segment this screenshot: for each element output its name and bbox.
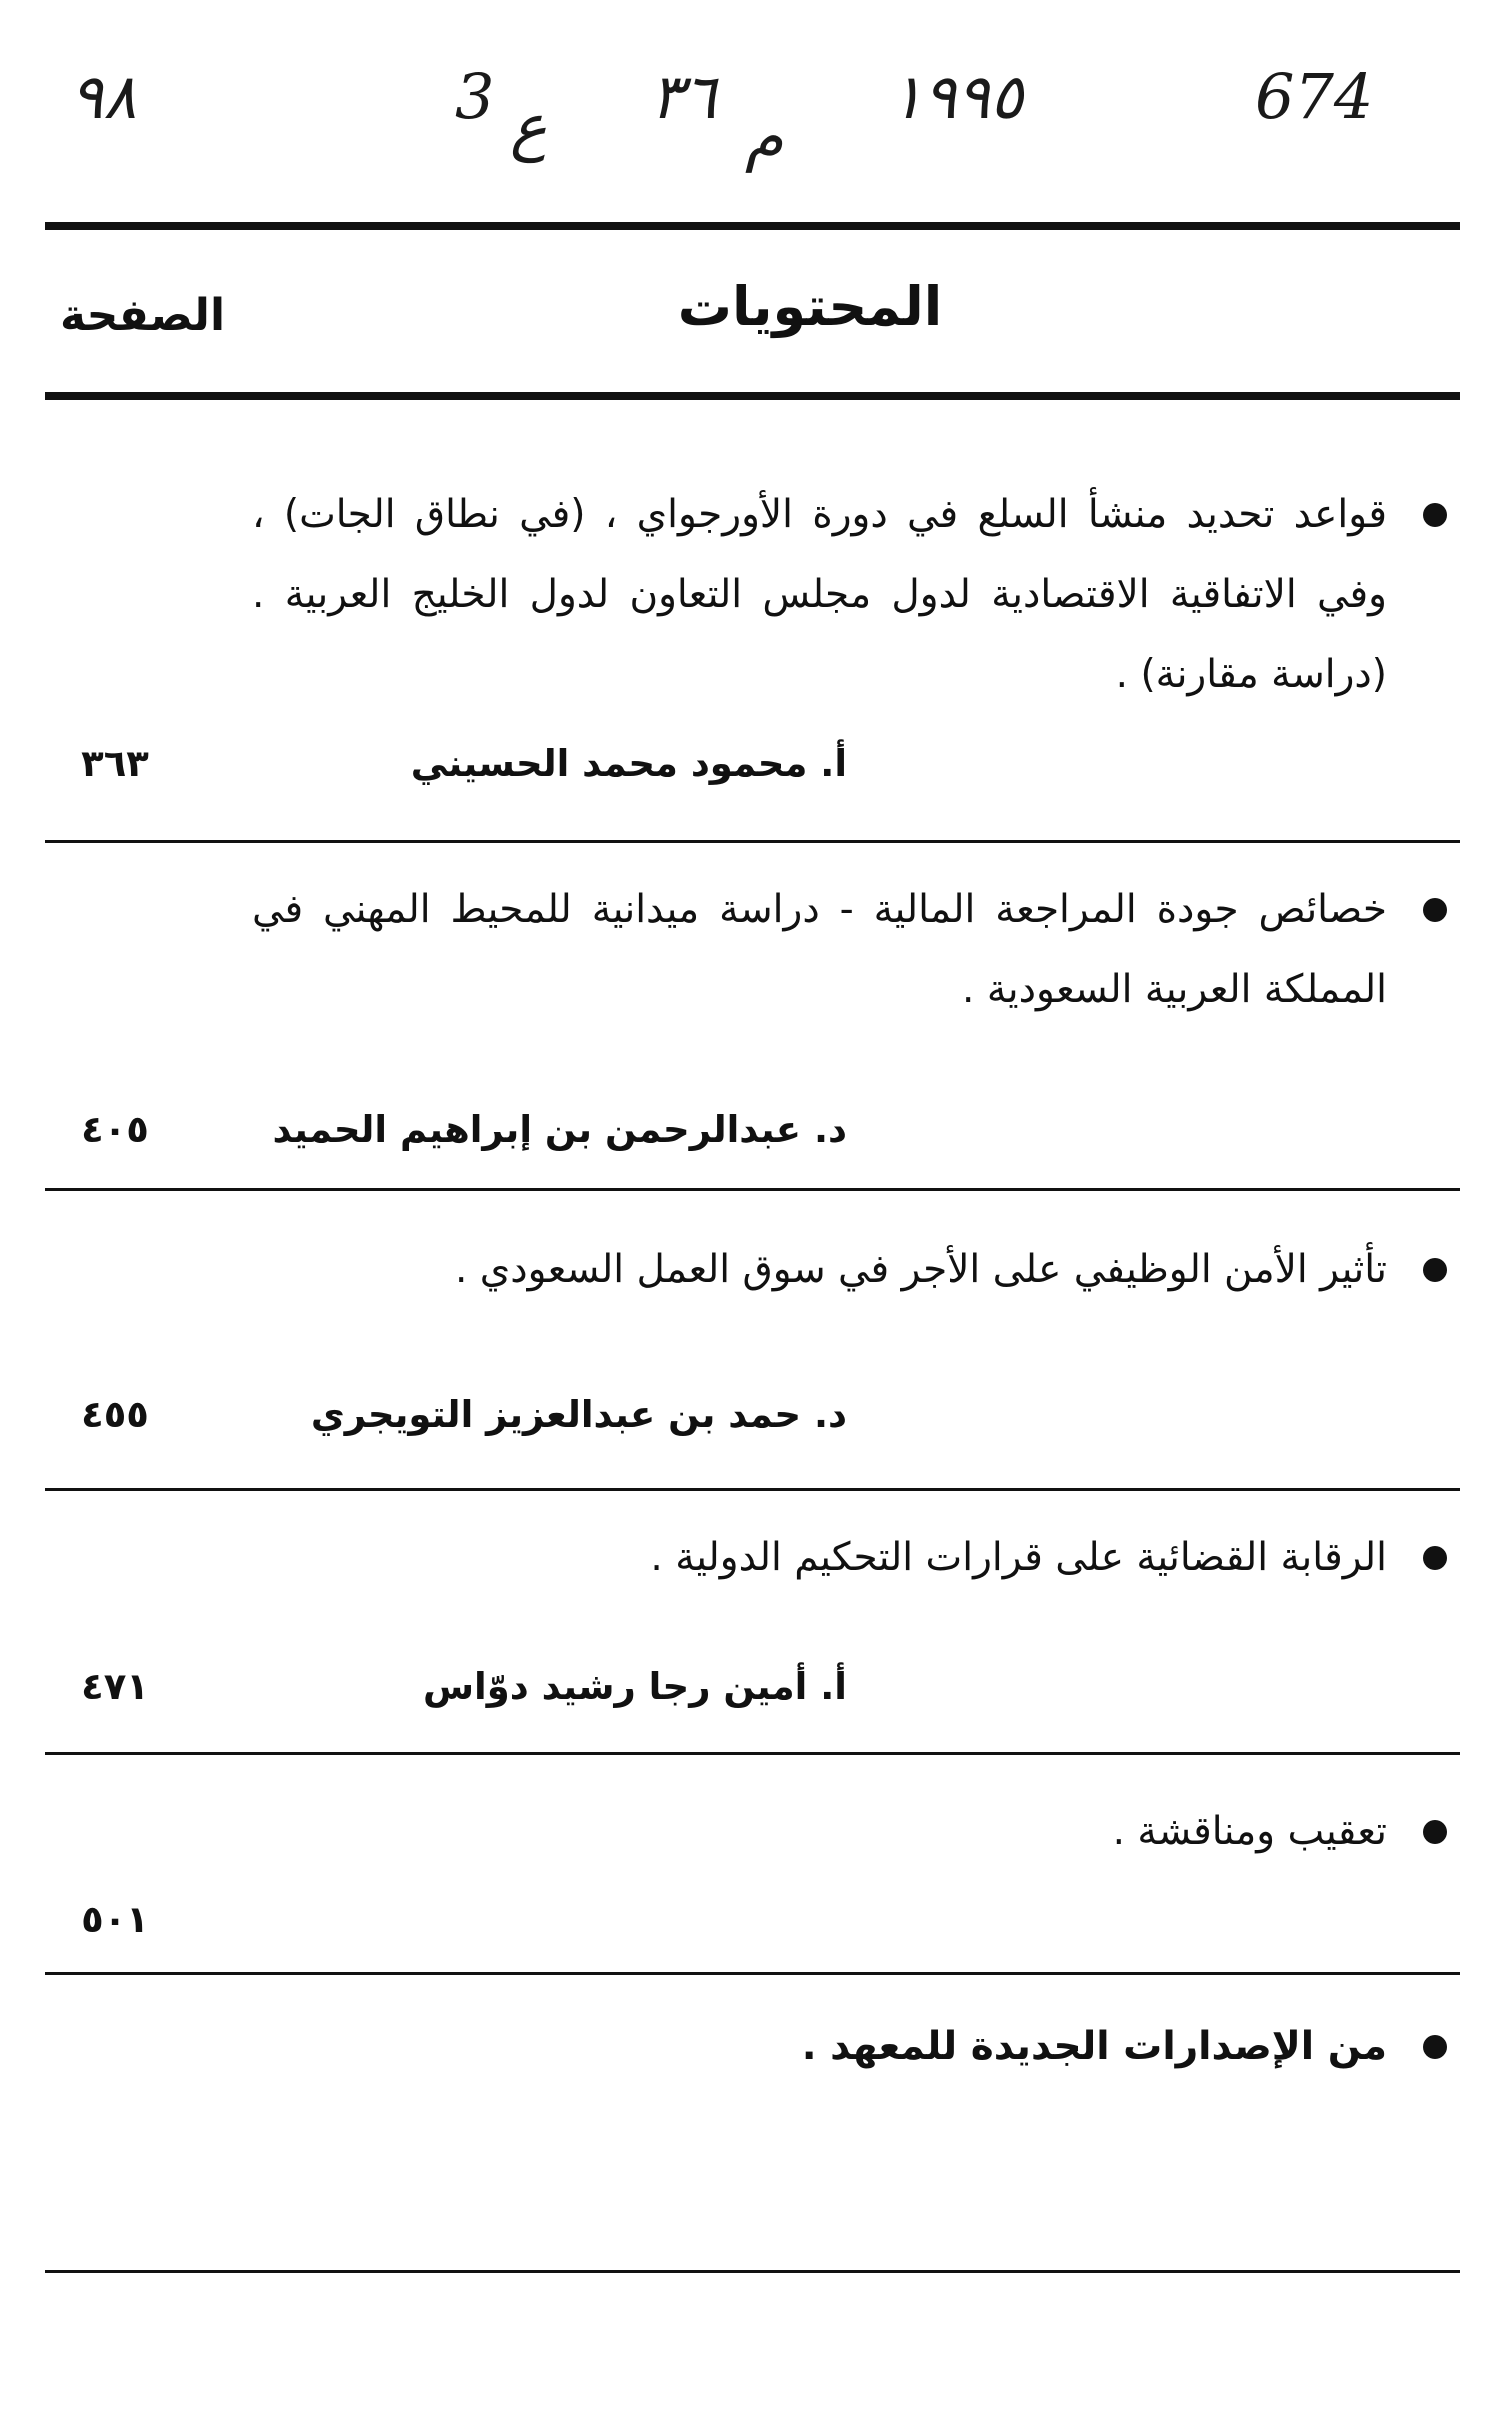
header-top-rule	[45, 222, 1460, 230]
handwritten-code: 674	[1255, 60, 1374, 133]
entry-page-number: ٣٦٣	[81, 742, 149, 785]
entry-divider	[45, 1972, 1460, 1975]
handwritten-mark-3: 3	[455, 60, 495, 133]
bullet-icon	[1423, 503, 1447, 527]
page-column-label: الصفحة	[60, 290, 226, 341]
entry-page-number: ٤٠٥	[81, 1108, 149, 1151]
entry-author: د. حمد بن عبدالعزيز التويجري	[310, 1393, 847, 1436]
entry-author: أ. محمود محمد الحسيني	[410, 742, 847, 785]
entry-divider	[45, 840, 1460, 843]
entry-divider	[45, 1752, 1460, 1755]
bullet-icon	[1423, 1258, 1447, 1282]
entry-title: تأثير الأمن الوظيفي على الأجر في سوق العمل السعودي .	[454, 1247, 1387, 1292]
entry-page-number: ٤٥٥	[81, 1393, 149, 1436]
bullet-icon	[1423, 1820, 1447, 1844]
entry-title: قواعد تحديد منشأ السلع في دورة الأورجواي ، (في نطاق الجات) ، وفي الاتفاقية الاقتصادية لدول مجلس التعاون لدول الخليج العربية . (دراسة مقارنة) .	[252, 492, 1387, 697]
handwritten-volume-number: ٣٦	[650, 60, 717, 133]
entry-page-number: ٥٠١	[81, 1898, 149, 1941]
handwritten-number-left: ٩٨	[70, 60, 137, 133]
handwritten-year: ١٩٩٥	[890, 60, 1024, 133]
entry-page-number: ٤٧١	[81, 1665, 149, 1708]
handwritten-mark-issue: ع	[510, 90, 547, 163]
entry-author: أ. أمين رجا رشيد دوّاس	[422, 1665, 847, 1708]
handwritten-mark-m: م	[745, 100, 784, 173]
entry-title: تعقيب ومناقشة .	[1112, 1809, 1387, 1854]
entry-author: د. عبدالرحمن بن إبراهيم الحميد	[272, 1108, 847, 1151]
bullet-icon	[1423, 1546, 1447, 1570]
bullet-icon	[1423, 2035, 1447, 2059]
entry-divider	[45, 1488, 1460, 1491]
bullet-icon	[1423, 898, 1447, 922]
header-bottom-rule	[45, 392, 1460, 400]
footer-rule	[45, 2270, 1460, 2273]
entry-title: خصائص جودة المراجعة المالية - دراسة ميدانية للمحيط المهني في المملكة العربية السعودية .	[252, 887, 1387, 1012]
entry-title: من الإصدارات الجديدة للمعهد .	[801, 2024, 1387, 2069]
page-title: المحتويات	[677, 275, 943, 338]
entry-title: الرقابة القضائية على قرارات التحكيم الدولية .	[650, 1535, 1387, 1580]
entry-divider	[45, 1188, 1460, 1191]
